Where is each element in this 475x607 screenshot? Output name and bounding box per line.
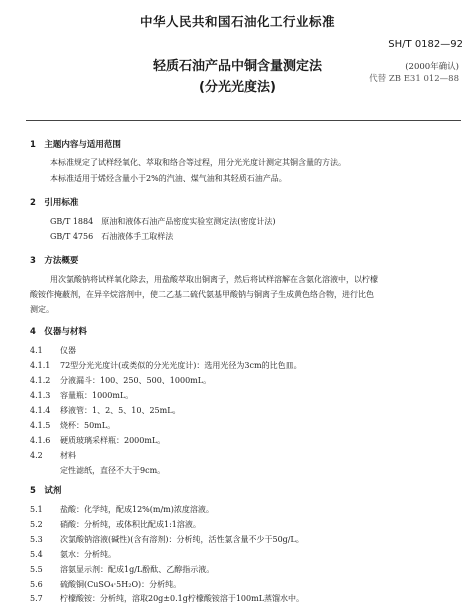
section-2-heading: 2 引用标准 xyxy=(30,198,79,208)
list-item: 5.7 柠檬酸铵：分析纯，溶取20g±0.1g柠檬酸铵溶于100mL蒸馏水中。 xyxy=(30,594,305,603)
list-item: 4.1 仪器 xyxy=(30,346,76,355)
list-item: 4.1.6 硬质玻璃采样瓶：2000mL。 xyxy=(30,436,166,445)
reference-1: GB/T 1884 原油和液体石油产品密度实验室测定法(密度计法) xyxy=(50,217,276,226)
standard-number: SH/T 0182—92 xyxy=(388,39,463,50)
list-item: 5.5 溶氨显示剂：配成1g/L酚酞、乙醇指示液。 xyxy=(30,565,215,574)
document-title: 轻质石油产品中铜含量测定法 xyxy=(152,59,322,74)
document-subtitle: (分光光度法) xyxy=(199,80,276,95)
title-divider xyxy=(26,120,461,121)
section-3-line-3: 测定。 xyxy=(30,305,54,314)
section-3-line-2: 酸铵作掩蔽剂，在异辛烷溶剂中，使二乙基二硫代氨基甲酸钠与铜离子生成黄色络合物，进行比色 xyxy=(30,290,374,299)
reference-2: GB/T 4756 石油液体手工取样法 xyxy=(50,232,174,241)
list-item: 5.2 硝酸：分析纯，或体积比配成1:1溶液。 xyxy=(30,520,201,529)
section-1-heading: 1 主题内容与适用范围 xyxy=(30,140,121,150)
list-item: 4.2 材料 xyxy=(30,451,76,460)
section-1-paragraph-1: 本标准规定了试样经氧化、萃取和络合等过程，用分光光度计测定其铜含量的方法。 xyxy=(50,158,346,167)
list-item: 5.4 氨水：分析纯。 xyxy=(30,550,116,559)
section-3-heading: 3 方法概要 xyxy=(30,256,79,266)
list-item: 5.6 硫酸铜(CuSO₄·5H₂O)：分析纯。 xyxy=(30,580,182,589)
list-item: 4.1.3 容量瓶：1000mL。 xyxy=(30,391,134,400)
list-item: 4.1.5 烧杯：50mL。 xyxy=(30,421,116,430)
issuing-organization: 中华人民共和国石油化工行业标准 xyxy=(139,14,335,29)
section-1-paragraph-2: 本标准适用于烯烃含量小于2%的汽油、煤气油和其轻质石油产品。 xyxy=(50,174,287,183)
list-item: 5.1 盐酸：化学纯，配成12%(m/m)浓度溶液。 xyxy=(30,505,214,514)
section-4-heading: 4 仪器与材料 xyxy=(30,327,87,337)
section-5-heading: 5 试剂 xyxy=(30,486,62,496)
edition-note: (2000年确认) xyxy=(405,62,459,72)
list-item: 5.3 次氯酸钠溶液(碱性)(含有溶剂)：分析纯，活性氯含量不少于50g/L。 xyxy=(30,535,304,544)
filter-paper-note: 定性滤纸，直径不大于9cm。 xyxy=(60,466,166,475)
replaces-note: 代替 ZB E31 012—88 xyxy=(369,74,459,84)
list-item: 4.1.1 72型分光光度计(或类似的分光光度计)：选用光径为3cm的比色皿。 xyxy=(30,361,302,370)
section-3-line-1: 用次氯酸钠将试样氧化除去，用盐酸萃取出铜离子，然后将试样溶解在含氨化溶液中，以柠檬 xyxy=(50,275,378,284)
list-item: 4.1.2 分液漏斗：100、250、500、1000mL。 xyxy=(30,376,212,385)
list-item: 4.1.4 移液管：1、2、5、10、25mL。 xyxy=(30,406,181,415)
